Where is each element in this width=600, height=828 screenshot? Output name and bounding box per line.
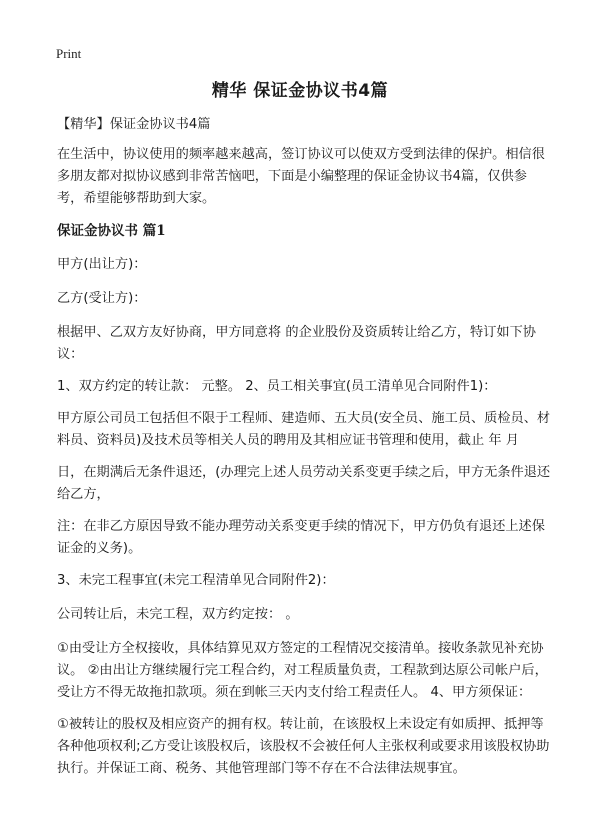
- subtitle-line: 【精华】保证金协议书4篇: [57, 117, 211, 132]
- settlement-paragraph: ①由受让方全权接收，具体结算见双方签定的工程情况交接清单。接收条款见补充协议。 ②由出让方继续履行完工程合约，对工程质量负责，工程款到达原公司帐户后，受让方不得无故拖扣款项。须在到帐三天内支付给工程责任人。 4、甲方须保证：: [57, 641, 548, 700]
- note-paragraph: 注：在非乙方原因导致不能办理劳动关系变更手续的情况下，甲方仍负有退还上述保证金的义务)。: [57, 519, 545, 556]
- document-body: [57, 114, 553, 790]
- employee-paragraph: 甲方原公司员工包括但不限于工程师、建造师、五大员(安全员、施工员、质检员、材料员、资料员)及技术员等相关人员的聘用及其相应证书管理和使用，截止 年 月: [57, 411, 551, 448]
- guarantee-paragraph: ①被转让的股权及相应资产的拥有权。转让前，在该股权上未设定有如质押、抵押等各种他项权利;乙方受让该股权后，该股权不会被任何人主张权利或要求用该股权协助执行。并保证工商、税务、其他管理部门等不存在不合法律法规事宜。: [57, 717, 550, 776]
- return-paragraph: 日，在期满后无条件退还，(办理完上述人员劳动关系变更手续之后，甲方无条件退还给乙方，: [57, 465, 551, 502]
- document-title: 精华 保证金协议书4篇: [211, 81, 389, 101]
- clause-3: 3、未完工程事宜(未完工程清单见合同附件2)：: [57, 573, 335, 588]
- party-b-line: 乙方(受让方)：: [57, 291, 147, 306]
- unfinished-project-line: 公司转让后，未完工程，双方约定按： 。: [57, 607, 299, 622]
- section-heading: 保证金协议书 篇1: [57, 223, 166, 239]
- clause-1-2: 1、双方约定的转让款： 元整。 2、员工相关事宜(员工清单见合同附件1)：: [57, 379, 497, 394]
- party-a-line: 甲方(出让方)：: [57, 257, 147, 272]
- print-label: Print: [56, 46, 82, 61]
- intro-paragraph: 在生活中，协议使用的频率越来越高，签订协议可以使双方受到法律的保护。相信很多朋友都对拟协议感到非常苦恼吧，下面是小编整理的保证金协议书4篇，仅供参考，希望能够帮助到大家。: [57, 147, 545, 206]
- agreement-paragraph: 根据甲、乙双方友好协商，甲方同意将 的企业股份及资质转让给乙方，特订如下协议：: [57, 325, 536, 362]
